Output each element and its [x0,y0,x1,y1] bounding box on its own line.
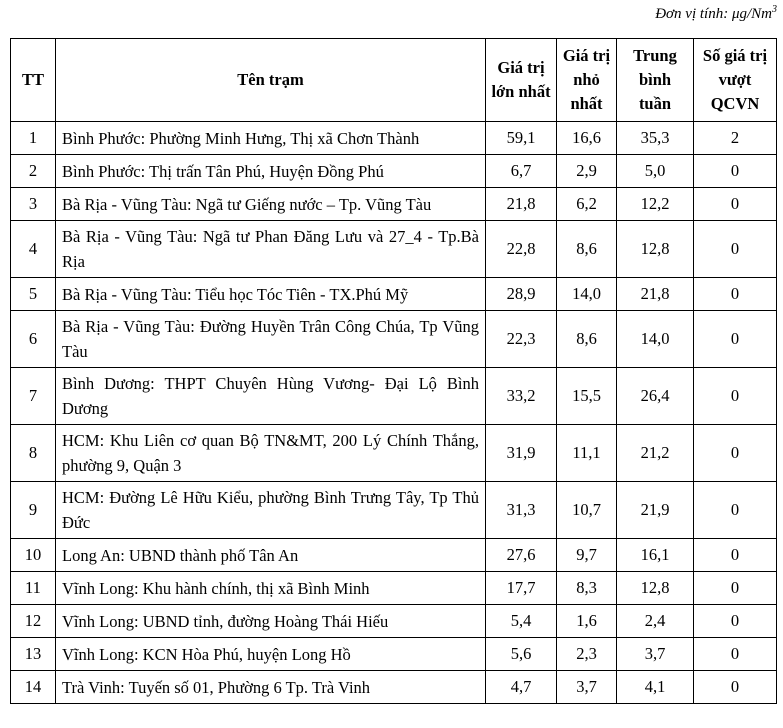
cell-min-value: 8,3 [557,572,617,605]
cell-weekly-average: 21,9 [617,482,694,539]
table-header-row [11,39,777,122]
cell-min-value: 2,3 [557,638,617,671]
cell-tt: 13 [11,638,56,671]
cell-exceed-count: 0 [694,482,777,539]
table-row [11,572,777,605]
cell-station-name: Vĩnh Long: KCN Hòa Phú, huyện Long Hồ [56,638,486,671]
cell-station-name: Bình Dương: THPT Chuyên Hùng Vương- Đại Lộ Bình Dương [56,368,486,425]
cell-weekly-average: 21,2 [617,425,694,482]
cell-tt: 7 [11,368,56,425]
table-body [11,122,777,704]
cell-weekly-average: 3,7 [617,638,694,671]
cell-tt: 5 [11,278,56,311]
cell-tt: 8 [11,425,56,482]
cell-min-value: 9,7 [557,539,617,572]
cell-station-name: Vĩnh Long: Khu hành chính, thị xã Bình Minh [56,572,486,605]
cell-exceed-count: 0 [694,188,777,221]
cell-weekly-average: 12,8 [617,572,694,605]
cell-max-value: 59,1 [486,122,557,155]
cell-station-name: Bà Rịa - Vũng Tàu: Tiểu học Tóc Tiên - TX.Phú Mỹ [56,278,486,311]
cell-station-name: Bình Phước: Thị trấn Tân Phú, Huyện Đồng Phú [56,155,486,188]
cell-station-name: Long An: UBND thành phố Tân An [56,539,486,572]
cell-max-value: 17,7 [486,572,557,605]
cell-min-value: 6,2 [557,188,617,221]
cell-exceed-count: 0 [694,278,777,311]
cell-station-name: Bà Rịa - Vũng Tàu: Ngã tư Giếng nước – Tp. Vũng Tàu [56,188,486,221]
cell-station-name: Bà Rịa - Vũng Tàu: Ngã tư Phan Đăng Lưu và 27_4 - Tp.Bà Rịa [56,221,486,278]
table-row [11,671,777,704]
cell-min-value: 3,7 [557,671,617,704]
header-max-value: Giá trị lớn nhất [486,39,557,122]
table-row [11,221,777,278]
cell-exceed-count: 0 [694,221,777,278]
header-weekly-average: Trung bình tuần [617,39,694,122]
cell-exceed-count: 0 [694,605,777,638]
table-row [11,368,777,425]
unit-label-text: Đơn vị tính: μg/Nm [655,6,772,22]
cell-max-value: 31,3 [486,482,557,539]
header-station-name: Tên trạm [56,39,486,122]
table-row [11,605,777,638]
cell-station-name: Bà Rịa - Vũng Tàu: Đường Huyền Trân Công Chúa, Tp Vũng Tàu [56,311,486,368]
cell-exceed-count: 0 [694,368,777,425]
cell-weekly-average: 5,0 [617,155,694,188]
cell-max-value: 4,7 [486,671,557,704]
cell-exceed-count: 0 [694,425,777,482]
cell-station-name: HCM: Khu Liên cơ quan Bộ TN&MT, 200 Lý Chính Thắng, phường 9, Quận 3 [56,425,486,482]
cell-max-value: 6,7 [486,155,557,188]
cell-tt: 11 [11,572,56,605]
cell-station-name: HCM: Đường Lê Hữu Kiểu, phường Bình Trưng Tây, Tp Thủ Đức [56,482,486,539]
cell-tt: 14 [11,671,56,704]
cell-tt: 6 [11,311,56,368]
cell-tt: 10 [11,539,56,572]
cell-min-value: 2,9 [557,155,617,188]
cell-tt: 4 [11,221,56,278]
cell-tt: 2 [11,155,56,188]
cell-min-value: 11,1 [557,425,617,482]
cell-max-value: 31,9 [486,425,557,482]
cell-min-value: 8,6 [557,311,617,368]
table-row [11,482,777,539]
table-row [11,188,777,221]
table-row [11,539,777,572]
cell-max-value: 33,2 [486,368,557,425]
cell-weekly-average: 12,8 [617,221,694,278]
cell-exceed-count: 0 [694,539,777,572]
cell-weekly-average: 14,0 [617,311,694,368]
cell-tt: 1 [11,122,56,155]
cell-max-value: 5,6 [486,638,557,671]
cell-max-value: 5,4 [486,605,557,638]
cell-weekly-average: 35,3 [617,122,694,155]
cell-weekly-average: 26,4 [617,368,694,425]
cell-max-value: 21,8 [486,188,557,221]
table-row [11,425,777,482]
unit-label [655,4,777,23]
cell-exceed-count: 0 [694,671,777,704]
cell-station-name: Bình Phước: Phường Minh Hưng, Thị xã Chơn Thành [56,122,486,155]
cell-exceed-count: 0 [694,311,777,368]
header-tt: TT [11,39,56,122]
cell-exceed-count: 0 [694,572,777,605]
cell-max-value: 22,8 [486,221,557,278]
cell-tt: 9 [11,482,56,539]
cell-min-value: 16,6 [557,122,617,155]
cell-exceed-count: 2 [694,122,777,155]
table-row [11,155,777,188]
header-min-value: Giá trị nhỏ nhất [557,39,617,122]
cell-max-value: 28,9 [486,278,557,311]
cell-max-value: 27,6 [486,539,557,572]
unit-superscript: 3 [772,4,777,15]
cell-weekly-average: 21,8 [617,278,694,311]
cell-min-value: 8,6 [557,221,617,278]
cell-tt: 3 [11,188,56,221]
cell-weekly-average: 16,1 [617,539,694,572]
cell-station-name: Vĩnh Long: UBND tỉnh, đường Hoàng Thái Hiếu [56,605,486,638]
cell-min-value: 15,5 [557,368,617,425]
cell-exceed-count: 0 [694,155,777,188]
cell-min-value: 1,6 [557,605,617,638]
header-exceed-count: Số giá trị vượt QCVN [694,39,777,122]
table-row [11,311,777,368]
cell-min-value: 10,7 [557,482,617,539]
cell-exceed-count: 0 [694,638,777,671]
cell-weekly-average: 2,4 [617,605,694,638]
cell-weekly-average: 12,2 [617,188,694,221]
cell-weekly-average: 4,1 [617,671,694,704]
cell-min-value: 14,0 [557,278,617,311]
cell-station-name: Trà Vinh: Tuyến số 01, Phường 6 Tp. Trà Vinh [56,671,486,704]
table-row [11,278,777,311]
station-table [10,38,777,704]
table-row [11,638,777,671]
cell-max-value: 22,3 [486,311,557,368]
cell-tt: 12 [11,605,56,638]
table-row [11,122,777,155]
